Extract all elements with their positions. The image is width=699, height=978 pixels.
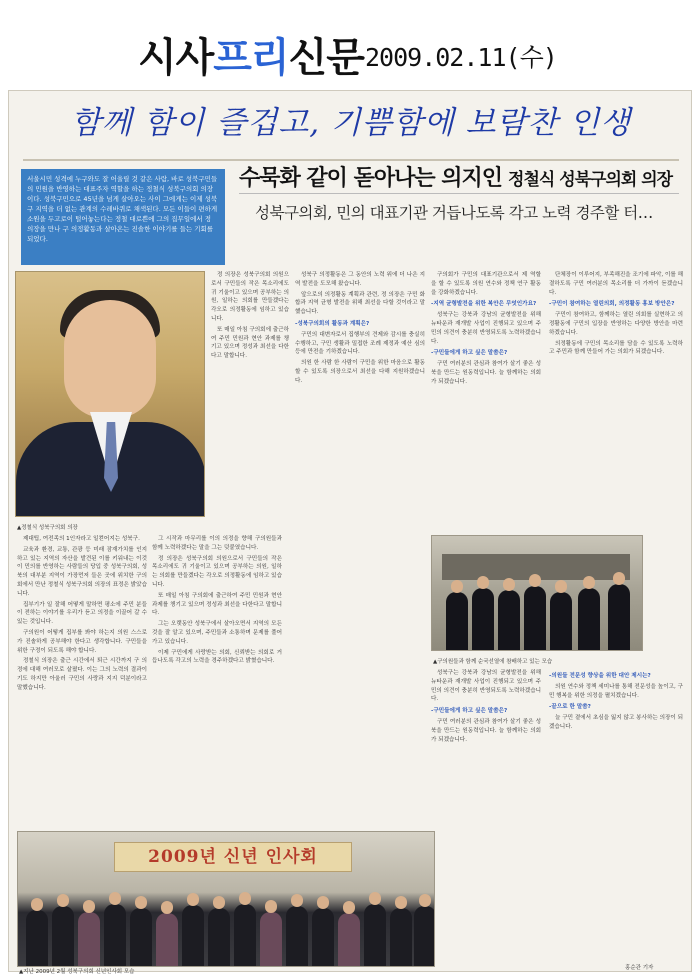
logo-part-2: 프리 [213, 35, 289, 81]
paragraph: 구민 여러분의 관심과 참여가 살기 좋은 성북을 만드는 원동력입니다. 늘 함께하는 의회가 되겠습니다. [431, 718, 541, 743]
portrait-photo [15, 271, 205, 517]
article-column-1 [17, 535, 147, 825]
paragraph: 이제 구민에게 사랑받는 의회, 신뢰받는 의회로 거듭나도록 각고의 노력을 경주하겠다고 밝혔습니다. [152, 649, 282, 665]
paragraph: 구의원이 어떻게 집부를 봐야 하는지 의원 스스로가 진솔하게 공부해야 한다고 생각합니다. 구민들을 위한 구정이 되도록 해야 합니다. [17, 629, 147, 654]
paragraph: 단체장이 이루어지, 부족해진을 조기에 파악, 이를 해결하도록 구민 여러분의 목소리를 더 가까이 듣겠습니다. [549, 272, 683, 296]
reception-banner: 2009년 신년 인사회 [114, 842, 352, 872]
question-heading: -성북구의회의 활동과 계획은? [295, 320, 370, 327]
publication-date: 2009.02.11(수) [365, 43, 557, 72]
paragraph: 정 의장은 성북구의회 의원으로서 구민들의 작은 목소리에도 귀 기울이고 있으며 공부하는 의원, 일하는 의회를 만들겠다는 각오로 의정활동에 임하고 있습니다. [211, 272, 289, 322]
paragraph: 구민의 대변자로서 집행부의 견제와 감시를 충실히 수행하고, 구민 생활과 밀접한 조례 제정과 예산 심의 등에 만전을 기하겠습니다. [295, 331, 425, 356]
article-column-5 [549, 271, 683, 529]
paragraph: 구민 여러분의 관심과 참여가 살기 좋은 성북을 만드는 원동력입니다. 늘 함께하는 의회가 되겠습니다. [431, 361, 541, 385]
newspaper-logo [138, 26, 364, 83]
paragraph: 구의회가 구민의 대표기관으로서 제 역할을 할 수 있도록 의원 연수와 정책 연구 활동을 강화하겠습니다. [431, 272, 541, 296]
masthead [0, 0, 699, 92]
paragraph: 성북구 의정활동은 그 동안의 노력 위에 더 나은 지역 발전을 도모해 왔습니다. [295, 272, 425, 287]
divider [239, 193, 679, 194]
lead-summary-box: 서울시민 성격에 누구와도 잘 어울릴 것 같은 사람, 바로 성북구민들의 민원을 반영하는 대표주자 역할을 하는 정철식 성북구의회 의장이다. 성북구민으로 45년을 넘게 살아오는 사이 그에게는 이제 성북구 지역을 더 없는 관계의 수레바퀴로 채색된다. 모든 이들이 편하게 소원을 두고로이 털어놓는다는 정철 대로쁜에 그의 집무일에서 정 의장을 만나 구 의정활동과 살아온는 진솔한 이야기를 들는 기회를 되었다. [21, 169, 225, 265]
article-headline [239, 161, 672, 192]
new-year-reception-photo [17, 831, 435, 967]
paragraph: 또 매일 아침 구의회에 출근하여 주민 민원과 현안 과제를 챙기고 있으며 정성과 최선을 다한다고 말합니다. [152, 592, 282, 617]
question-heading: -지역 균형발전을 위한 복안은 무엇인가요? [431, 301, 537, 308]
article-column-2 [152, 535, 282, 825]
question-heading: -구민들에게 하고 싶은 말씀은? [431, 350, 508, 357]
paragraph: 의원 연수와 정책 세미나를 통해 전문성을 높이고, 구민 행복을 위한 의정을 펼치겠습니다. [549, 683, 683, 699]
paragraph: 늘 구민 곁에서 초심을 잃지 않고 봉사하는 의장이 되겠습니다. [549, 715, 683, 730]
portrait-caption: ▲정철식 성북구의회 의장 [17, 525, 78, 531]
article-column-4 [431, 271, 541, 529]
headline-title: 수묵화 같이 돋아나는 의지인 [239, 166, 503, 191]
article-column-5-lower [549, 669, 683, 959]
paragraph: 성북구는 강북과 강남의 균형발전을 위해 뉴타운과 재개발 사업이 진행되고 있으며 주민의 의견이 충분히 반영되도록 노력하겠습니다. [431, 670, 541, 703]
article-page [8, 90, 692, 975]
paragraph: 앞으로의 의정활동 계획과 관련, 정 의장은 구민 화합과 지역 균형 발전을 위해 최선을 다할 것이라고 말했습니다. [295, 291, 425, 316]
slogan-banner: 함께 함이 즐겁고, 기쁨함에 보람찬 인생 [70, 105, 632, 141]
paragraph: 성북구는 강북과 강남의 균형발전을 위해 뉴타운과 재개발 사업이 진행되고 있으며 주민의 의견이 충분히 반영되도록 노력하겠습니다. [431, 312, 541, 345]
paragraph: 교육과 환경, 교통, 관광 등 미래 잠재가치를 인지하고 있는 지역의 자산을 발견된 이를 키워내는 이것이 민의를 반영하는 사람들의 당입 중 성북구의회, 성북의 대부분 지역이 가장먼저 들은 곳에 위치한 구의회에서 만난 정철식 성북구의회 의장의 표정은 밝았습니다. [17, 546, 147, 597]
logo-part-3: 신문 [288, 35, 364, 81]
question-heading: -의원들 전문성 향상을 위한 대안 제시는? [549, 673, 651, 679]
article-column-3 [295, 271, 425, 825]
ceremony-caption: ▲구의원들과 함께 순국선열에 참배하고 있는 모습 [433, 659, 553, 665]
paragraph: 집부기가 일 잘해 어떻게 말하면 평소에 주민 분들이 전하는 이야기를 우리가 듣고 의정을 이끌어 갈 수 있는 것입니다. [17, 601, 147, 626]
paragraph: 또 매일 아침 구의회에 출근하여 주민 민원과 현안 과제를 챙기고 있으며 정성과 최선을 다한다고 말합니다. [211, 326, 289, 360]
paragraph: 제대팁, 여전족의 1인자라고 일컫어지는 성북구. [23, 536, 140, 542]
paragraph: 그 시작과 마무리를 이의 의정을 향해 구의원들과 함께 노력하겠다는 말을 그는 덧붙였습니다. [152, 536, 282, 551]
article-subtitle: 성북구의회, 민의 대표기관 거듭나도록 각고 노력 경주할 터… [255, 204, 653, 222]
reception-caption: ▲지난 2009년 2월 성북구의회 신년인사회 모습 [19, 969, 135, 975]
reporter-byline: 홍순관 기자 [625, 965, 654, 971]
paragraph: 의원 한 사람 한 사람이 구민을 위한 마음으로 활동할 수 있도록 의장으로서 최선을 다해 지원하겠습니다. [295, 360, 425, 384]
question-heading: -구민이 참여하는 열린의회, 의정활동 홍보 방안은? [549, 301, 675, 308]
question-heading: -구민들에게 하고 싶은 말씀은? [431, 708, 508, 715]
question-heading: -끝으로 한 말씀? [549, 704, 591, 711]
paragraph: 정철식 의장은 출근 시간에서 퇴근 시간까지 구 의정에 대해 여러모로 살폈다. 이는 그의 노력의 결과이기도 하지만 아울러 구민의 사랑과 지지 덕분이라고 말했습니다. [17, 658, 147, 691]
paragraph: 정 의장은 성북구의회 의원으로서 구민들의 작은 목소리에도 귀 기울이고 있으며 공부하는 의원, 일하는 의회를 만들겠다는 각오로 의정활동에 임하고 있습니다. [152, 555, 282, 588]
logo-part-1: 시사 [138, 35, 214, 81]
paragraph: 의정활동에 구민의 목소리를 담을 수 있도록 노력하고 주민과 함께 만들어 가는 의회가 되겠습니다. [549, 340, 683, 356]
article-column-4-lower [431, 669, 541, 959]
paragraph: 그는 오랫동안 성북구에서 살아오면서 지역의 모든 것을 잘 알고 있으며, 주민들과 소통하며 문제를 풀어가고 있습니다. [152, 621, 282, 645]
headline-subject: 정철식 성북구의회 의장 [508, 170, 673, 190]
ceremony-photo [431, 535, 643, 651]
paragraph: 구민이 참여하고, 함께하는 열린 의회를 실현하고 의정활동에 구민의 입장을 반영하는 다양한 방안을 마련하겠습니다. [549, 312, 683, 336]
article-column-2-top [211, 271, 289, 529]
